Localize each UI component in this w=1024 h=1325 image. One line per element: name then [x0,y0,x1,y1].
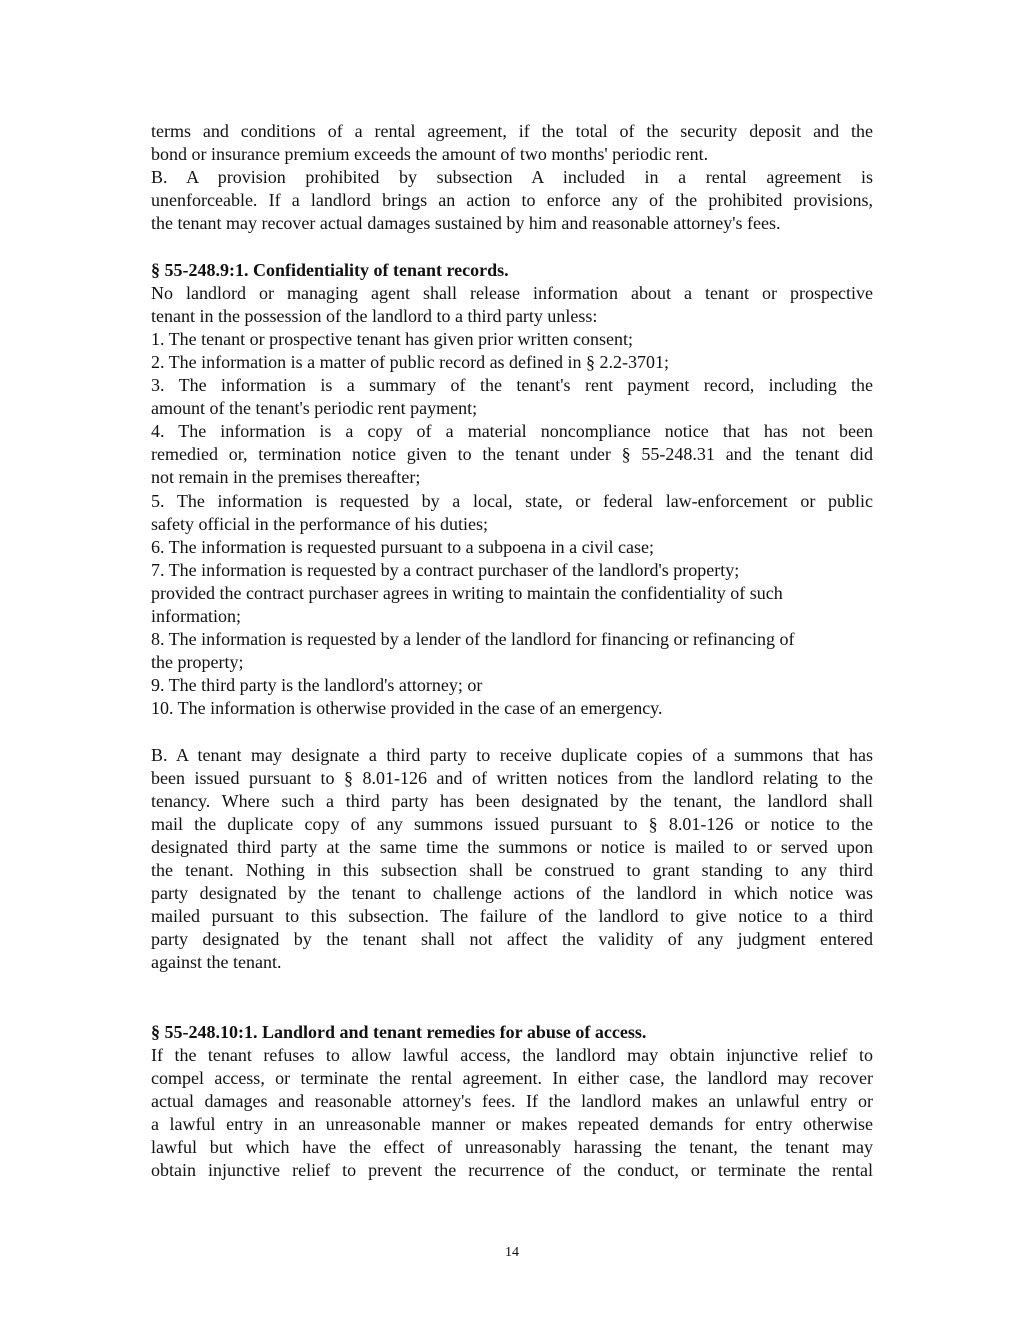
text-line: B. A tenant may designate a third party to receive duplicate copies of a summons that has [151,744,873,765]
text-line: unenforceable. If a landlord brings an action to enforce any of the prohibited provisions, [151,190,873,211]
text-line: a lawful entry in an unreasonable manner or makes repeated demands for entry otherwise [151,1114,873,1135]
text-line: 5. The information is requested by a local, state, or federal law-enforcement or public [151,490,873,511]
text-line: against the tenant. [151,952,282,973]
text-line: obtain injunctive relief to prevent the recurrence of the conduct, or terminate the rental [151,1160,873,1181]
text-line: the property; [151,652,244,673]
text-line: mail the duplicate copy of any summons issued pursuant to § 8.01-126 or notice to the [151,813,873,834]
paragraph [151,120,873,235]
text-line: mailed pursuant to this subsection. The failure of the landlord to give notice to a third [151,906,873,927]
text-line: tenancy. Where such a third party has been designated by the tenant, the landlord shall [151,790,873,811]
text-line: 3. The information is a summary of the tenant's rent payment record, including the [151,375,873,396]
text-line: compel access, or terminate the rental agreement. In either case, the landlord may recover [151,1067,873,1088]
text-line: actual damages and reasonable attorney's fees. If the landlord makes an unlawful entry or [151,1090,873,1111]
text-line: 4. The information is a copy of a material noncompliance notice that has not been [151,421,873,442]
document-page [151,120,873,1182]
text-line: 1. The tenant or prospective tenant has given prior written consent; [151,328,634,349]
text-line: the tenant may recover actual damages sustained by him and reasonable attorney's fees. [151,213,781,234]
text-line: 10. The information is otherwise provided in the case of an emergency. [151,698,663,719]
paragraph-spacer [151,720,873,743]
text-line: safety official in the performance of his duties; [151,513,489,534]
text-line: not remain in the premises thereafter; [151,467,421,488]
text-line: B. A provision prohibited by subsection A included in a rental agreement is [151,167,873,188]
text-line: 6. The information is requested pursuant to a subpoena in a civil case; [151,536,655,557]
paragraph-spacer [151,235,873,258]
text-line: tenant in the possession of the landlord to a third party unless: [151,305,598,326]
text-line: 8. The information is requested by a lender of the landlord for financing or refinancing of [151,629,795,650]
text-line: No landlord or managing agent shall release information about a tenant or prospective [151,282,873,303]
text-line: information; [151,605,241,626]
text-line: remedied or, termination notice given to the tenant under § 55-248.31 and the tenant did [151,444,873,465]
paragraph-spacer [151,974,873,1020]
text-line: 9. The third party is the landlord's attorney; or [151,675,483,696]
text-line: provided the contract purchaser agrees in writing to maintain the confidentiality of such [151,582,783,603]
paragraph [151,1044,873,1183]
text-line: party designated by the tenant to challenge actions of the landlord in which notice was [151,883,873,904]
text-line: If the tenant refuses to allow lawful access, the landlord may obtain injunctive relief to [151,1044,873,1065]
text-line: party designated by the tenant shall not affect the validity of any judgment entered [151,929,873,950]
text-line: lawful but which have the effect of unreasonably harassing the tenant, the tenant may [151,1137,873,1158]
text-line: terms and conditions of a rental agreement, if the total of the security deposit and the [151,121,873,141]
text-line: been issued pursuant to § 8.01-126 and of written notices from the landlord relating to the [151,767,873,788]
text-line: 2. The information is a matter of public record as defined in § 2.2-3701; [151,351,670,372]
page-number: 14 [505,1245,519,1260]
paragraph [151,744,873,975]
text-line: amount of the tenant's periodic rent payment; [151,398,478,419]
text-line: the tenant. Nothing in this subsection shall be construed to grant standing to any third [151,860,873,880]
text-line: bond or insurance premium exceeds the amount of two months' periodic rent. [151,144,709,165]
section-heading: § 55-248.9:1. Confidentiality of tenant records. [151,259,509,280]
text-line: 7. The information is requested by a contract purchaser of the landlord's property; [151,559,740,580]
text-line: designated third party at the same time the summons or notice is mailed to or served upon [151,836,873,857]
paragraph [151,282,873,721]
section-heading: § 55-248.10:1. Landlord and tenant remedies for abuse of access. [151,1021,647,1042]
